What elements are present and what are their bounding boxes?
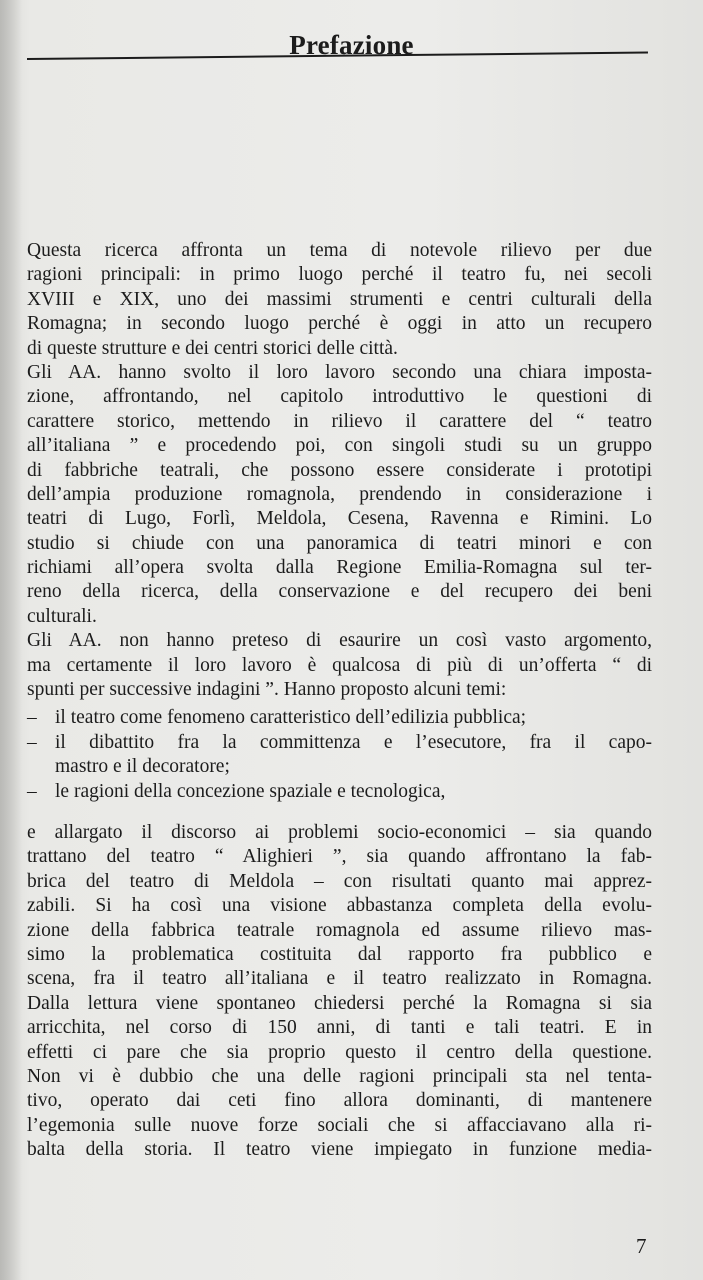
text-line: arricchita, nel corso di 150 anni, di tanti e tali teatri. E in xyxy=(27,1017,652,1039)
text-line: Questa ricerca affronta un tema di notevole rilievo per due xyxy=(27,240,652,261)
text-line: Dalla lettura viene spontaneo chiedersi perché la Romagna si sia xyxy=(27,992,652,1014)
text-line: simo la problematica costituita dal rapporto fra pubblico e xyxy=(27,943,652,965)
text-line: ragioni principali: in primo luogo perché il teatro fu, nei secoli xyxy=(27,264,652,286)
list-item-text: il dibattito fra la committenza e l’esecutore, fra il capo- xyxy=(55,731,652,753)
text-line: Gli AA. hanno svolto il loro lavoro secondo una chiara imposta- xyxy=(27,361,652,383)
text-line: balta della storia. Il teatro viene impiegato in funzione media- xyxy=(27,1139,652,1161)
text-line: tivo, operato dai ceti fino allora dominanti, di mantenere xyxy=(27,1090,652,1112)
text-line: zabili. Si ha così una visione abbastanza completa della evolu- xyxy=(27,895,652,917)
page-gutter-shadow xyxy=(0,0,22,1280)
page-number: 7 xyxy=(636,1234,647,1258)
text-line: zione della fabbrica teatrale romagnola ed assume rilievo mas- xyxy=(27,919,652,941)
text-line: reno della ricerca, della conservazione e del recupero dei beni xyxy=(27,581,652,603)
text-line: trattano del teatro “ Alighieri ”, sia quando affrontano la fab- xyxy=(27,846,652,868)
list-item-text: il teatro come fenomeno caratteristico dell’edilizia pubblica; xyxy=(55,707,527,729)
list-item xyxy=(27,780,652,804)
preface-body xyxy=(27,239,652,1162)
text-line: zione, affrontando, nel capitolo introduttivo le questioni di xyxy=(27,386,652,408)
text-line: XVIII e XIX, uno dei massimi strumenti e centri culturali della xyxy=(27,288,652,310)
list-item xyxy=(27,731,652,755)
list-item xyxy=(27,706,652,730)
text-line: e allargato il discorso ai problemi socio-economici – sia quando xyxy=(27,821,652,843)
text-line: richiami all’opera svolta dalla Regione Emilia-Romagna sul ter- xyxy=(27,557,652,579)
text-line: di fabbriche teatrali, che possono essere considerate i prototipi xyxy=(27,459,652,481)
text-line: Non vi è dubbio che una delle ragioni principali sta nel tenta- xyxy=(27,1065,652,1087)
text-line: effetti ci pare che sia proprio questo il centro della questione. xyxy=(27,1041,652,1063)
text-line: dell’ampia produzione romagnola, prendendo in considerazione i xyxy=(27,483,652,505)
list-dash: – xyxy=(27,707,37,729)
text-line: Romagna; in secondo luogo perché è oggi in atto un recupero xyxy=(27,313,652,335)
text-line: scena, fra il teatro all’italiana e il teatro realizzato in Romagna. xyxy=(27,968,652,990)
text-line: studio si chiude con una panoramica di teatri minori e con xyxy=(27,532,652,554)
text-line: carattere storico, mettendo in rilievo il carattere del “ teatro xyxy=(27,410,652,432)
text-line: all’italiana ” e procedendo poi, con singoli studi su un gruppo xyxy=(27,435,652,457)
list-dash: – xyxy=(27,780,37,802)
page-title: Prefazione xyxy=(289,30,414,60)
text-line: Gli AA. non hanno preteso di esaurire un così vasto argomento, xyxy=(27,630,652,652)
paragraph-2 xyxy=(27,361,652,629)
paragraph-3 xyxy=(27,629,652,702)
text-line: ma certamente il loro lavoro è qualcosa di più di un’offerta “ di xyxy=(27,654,652,676)
text-line: di queste strutture e dei centri storici delle città. xyxy=(27,337,398,359)
text-line: brica del teatro di Meldola – con risultati quanto mai apprez- xyxy=(27,870,652,892)
text-line: spunti per successive indagini ”. Hanno proposto alcuni temi: xyxy=(27,679,507,701)
paragraph-1 xyxy=(27,239,652,361)
list-dash: – xyxy=(27,731,37,753)
themes-list xyxy=(27,706,652,804)
text-line: teatri di Lugo, Forlì, Meldola, Cesena, Ravenna e Rimini. Lo xyxy=(27,508,652,530)
text-line: l’egemonia sulle nuove forze sociali che si affacciavano alla ri- xyxy=(27,1114,652,1136)
text-line: culturali. xyxy=(27,605,97,627)
paragraph-4 xyxy=(27,821,652,1162)
list-item-text: le ragioni della concezione spaziale e tecnologica, xyxy=(55,780,446,802)
list-item-continuation: mastro e il decoratore; xyxy=(55,756,230,778)
